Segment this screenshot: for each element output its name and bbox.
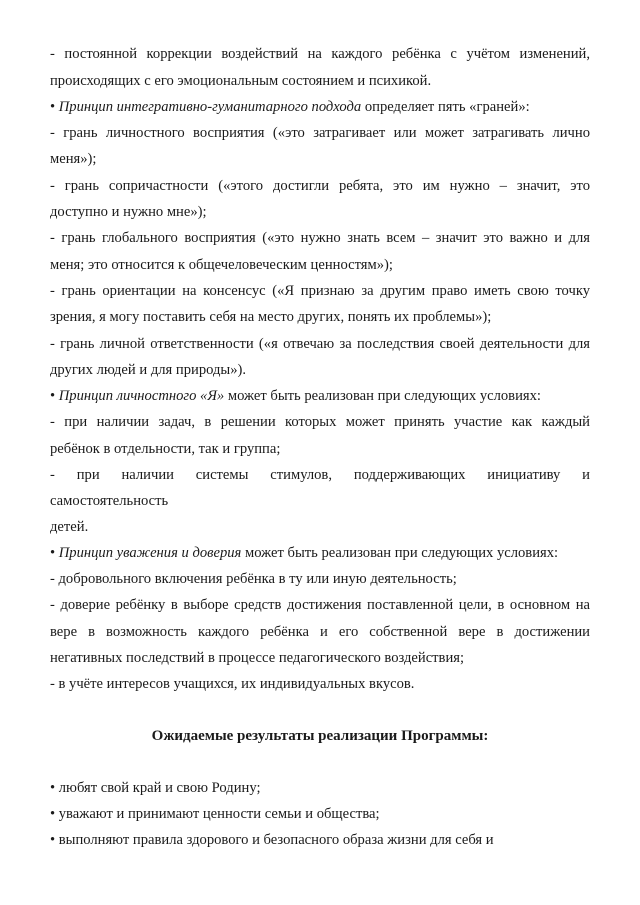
principle-title: Принцип уважения и доверия: [58, 545, 242, 561]
principle-title: Принцип интегративно-гуманитарного подхода: [58, 99, 362, 115]
bullet: •: [50, 99, 59, 115]
text-line: - при наличии системы стимулов, поддерживающих инициативу и: [50, 467, 590, 483]
text-line: - постоянной коррекции воздействий на каждого ребёнка с учётом изменений,: [50, 46, 590, 62]
list-item: • выполняют правила здорового и безопасного образа жизни для себя и: [50, 832, 494, 848]
text-line: доступно и нужно мне»);: [50, 204, 207, 220]
text-line: вере в возможность каждого ребёнка и его собственной вере в достижении: [50, 624, 590, 640]
text-span: определяет пять «граней»:: [361, 99, 530, 115]
principle-integrative-line: [50, 97, 530, 117]
text-line: - в учёте интересов учащихся, их индивидуальных вкусов.: [50, 676, 415, 692]
list-item: • уважают и принимают ценности семьи и общества;: [50, 806, 380, 822]
text-line: зрения, я могу поставить себя на место других, понять их проблемы»);: [50, 309, 492, 325]
text-line: происходящих с его эмоциональным состоянием и психикой.: [50, 73, 432, 89]
text-line: других людей и для природы»).: [50, 362, 247, 378]
text-line: - грань ориентации на консенсус («Я признаю за другим право иметь свою точку: [50, 283, 590, 299]
text-line: негативных последствий в процессе педагогического воздействия;: [50, 650, 465, 666]
list-item: • любят свой край и свою Родину;: [50, 780, 261, 796]
principle-personal-line: [50, 386, 541, 406]
principle-respect-line: [50, 543, 558, 563]
text-line: детей.: [50, 519, 89, 535]
text-line: ребёнок в отдельности, так и группа;: [50, 441, 281, 457]
text-line: - грань личной ответственности («я отвечаю за последствия своей деятельности для: [50, 336, 590, 352]
text-line: - при наличии задач, в решении которых может принять участие как каждый: [50, 414, 590, 430]
text-line: - доверие ребёнку в выборе средств достижения поставленной цели, в основном на: [50, 597, 590, 613]
text-line: меня; это относится к общечеловеческим ценностям»);: [50, 257, 393, 273]
bullet: •: [50, 388, 59, 404]
section-heading: Ожидаемые результаты реализации Программы:: [151, 728, 489, 744]
principle-title: Принцип личностного «Я»: [58, 388, 225, 404]
text-line: - грань сопричастности («этого достигли ребята, это им нужно – значит, это: [50, 178, 590, 194]
text-line: - добровольного включения ребёнка в ту или иную деятельность;: [50, 571, 457, 587]
text-line: самостоятельность: [50, 493, 169, 509]
text-span: может быть реализован при следующих условиях:: [224, 388, 541, 404]
text-line: - грань личностного восприятия («это затрагивает или может затрагивать лично: [50, 125, 590, 141]
text-line: меня»);: [50, 151, 97, 167]
text-span: может быть реализован при следующих условиях:: [241, 545, 559, 561]
text-line: - грань глобального восприятия («это нужно знать всем – значит это важно и для: [50, 230, 590, 246]
bullet: •: [50, 545, 59, 561]
